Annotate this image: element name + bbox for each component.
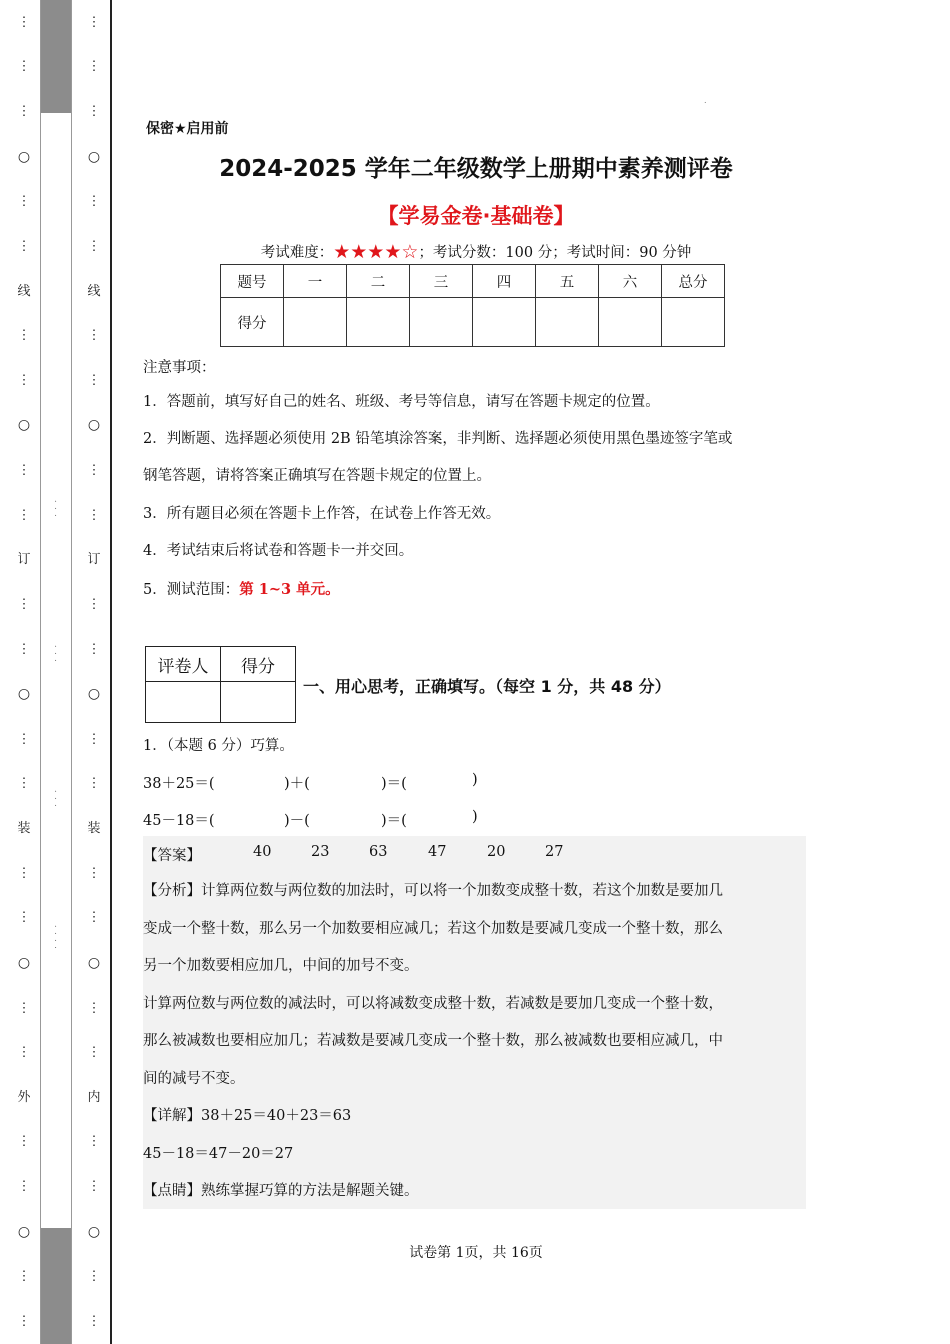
note-item: 钢笔答题，请将答案正确填写在答题卡规定的位置上。 bbox=[143, 468, 491, 484]
analysis-line: 【分析】计算两位数与两位数的加法时，可以将一个加数变成整十数，若这个加数是要加几 bbox=[143, 883, 723, 899]
exam-info bbox=[146, 241, 806, 263]
note-item: 2．判断题、选择题必须使用 2B 铅笔填涂答案，非判断、选择题必须使用黑色墨迹签字笔或 bbox=[143, 431, 733, 447]
score-header-cell: 四 bbox=[473, 265, 536, 298]
binding-word-zhuang-inner: 装 bbox=[87, 821, 101, 837]
strip-cap-top bbox=[41, 0, 71, 113]
binding-word-ding-outer: 订 bbox=[17, 552, 31, 568]
star-filled-icon: ★ bbox=[333, 241, 351, 263]
note-item: 1．答题前，填写好自己的姓名、班级、考号等信息，请写在答题卡规定的位置。 bbox=[143, 394, 660, 410]
section-1-title: 一、用心思考，正确填写。（每空 1 分，共 48 分） bbox=[303, 677, 671, 696]
inner-binding-column: ⋮ ⋮ ⋮ ○ ⋮ ⋮ 线 ⋮ ⋮ ○ ⋮ ⋮ 订 ⋮ ⋮ ○ ⋮ ⋮ 装 ⋮ ⋮ ○ ⋮ ⋮ 内 ⋮ ⋮ ○ ⋮ ⋮ bbox=[87, 14, 101, 1329]
range-prefix: 5．测试范围： bbox=[143, 582, 240, 598]
score-cell[interactable] bbox=[410, 298, 473, 347]
binding-word-line-inner: 线 bbox=[87, 283, 101, 299]
eq1-lhs: 38＋25＝( bbox=[143, 776, 215, 792]
binding-circle: ○ bbox=[87, 148, 101, 165]
analysis-line: 计算两位数与两位数的减法时，可以将减数变成整十数，若减数是要加几变成一个整十数， bbox=[143, 996, 723, 1012]
grader-score-cell[interactable] bbox=[221, 682, 296, 723]
binding-circle: ○ bbox=[17, 417, 31, 434]
strip-mark: . . . bbox=[53, 790, 62, 808]
exam-subtitle: 【学易金卷·基础卷】 bbox=[377, 204, 575, 228]
student-info-strip bbox=[40, 0, 72, 1344]
answer-value: 47 bbox=[428, 844, 447, 860]
score-cell[interactable] bbox=[347, 298, 410, 347]
analysis-line: 那么被减数也要相应加几；若减数是要减几变成一个整十数，那么被减数也要相应减几，中 bbox=[143, 1033, 723, 1049]
score-header-cell: 六 bbox=[599, 265, 662, 298]
binding-circle: ○ bbox=[87, 686, 101, 703]
score-header-cell: 三 bbox=[410, 265, 473, 298]
stray-dot: . bbox=[704, 96, 707, 105]
detail-line: 45－18＝47－20＝27 bbox=[143, 1146, 294, 1162]
eq1-mid1: )＋( bbox=[284, 776, 310, 792]
answer-value: 40 bbox=[253, 844, 272, 860]
range-value: 第 1~3 单元。 bbox=[239, 581, 340, 598]
binding-circle: ○ bbox=[87, 1223, 101, 1240]
score-row-label: 得分 bbox=[221, 298, 284, 347]
eq1-end: ) bbox=[472, 772, 478, 788]
note-item-range bbox=[143, 571, 811, 609]
note-item: 3．所有题目必须在答题卡上作答，在试卷上作答无效。 bbox=[143, 506, 501, 522]
strip-mark: . . . bbox=[53, 500, 62, 518]
binding-word-zhuang-outer: 装 bbox=[17, 821, 31, 837]
score-cell[interactable] bbox=[284, 298, 347, 347]
binding-word-line-outer: 线 bbox=[17, 283, 31, 299]
binding-word-nei-inner: 内 bbox=[87, 1089, 101, 1105]
score-table-score-row bbox=[221, 298, 725, 347]
binding-circle: ○ bbox=[17, 954, 31, 971]
score-cell[interactable] bbox=[662, 298, 725, 347]
answer-value: 27 bbox=[545, 844, 564, 860]
binding-word-wai-outer: 外 bbox=[17, 1089, 31, 1105]
binding-circle: ○ bbox=[87, 954, 101, 971]
difficulty-label: 考试难度： bbox=[260, 245, 334, 261]
tip-line: 【点睛】熟练掌握巧算的方法是解题关键。 bbox=[143, 1183, 419, 1199]
binding-circle: ○ bbox=[17, 148, 31, 165]
score-table-header-row bbox=[221, 265, 725, 298]
star-filled-icon: ★ bbox=[384, 241, 402, 263]
grader-cell[interactable] bbox=[146, 682, 221, 723]
score-header-cell: 总分 bbox=[662, 265, 725, 298]
analysis-line: 变成一个整十数，那么另一个加数要相应减几；若这个加数是要减几变成一个整十数，那么 bbox=[143, 921, 723, 937]
secrecy-label: 保密★启用前 bbox=[146, 121, 229, 137]
notes-title: 注意事项： bbox=[143, 360, 216, 376]
binding-word-ding-inner: 订 bbox=[87, 552, 101, 568]
exam-title: 2024-2025 学年二年级数学上册期中素养测评卷 bbox=[219, 156, 733, 182]
exam-score-time: ；考试分数：100 分；考试时间：90 分钟 bbox=[418, 245, 692, 261]
star-empty-icon: ☆ bbox=[401, 241, 419, 263]
eq1-mid2: )＝( bbox=[381, 776, 407, 792]
answer-label: 【答案】 bbox=[143, 848, 201, 864]
margin-rule bbox=[110, 0, 112, 1344]
score-table bbox=[220, 264, 725, 347]
eq2-lhs: 45－18＝( bbox=[143, 813, 215, 829]
score-header-cell: 题号 bbox=[221, 265, 284, 298]
binding-circle: ○ bbox=[17, 1223, 31, 1240]
note-item: 4．考试结束后将试卷和答题卡一并交回。 bbox=[143, 543, 414, 559]
score-header-cell: 五 bbox=[536, 265, 599, 298]
analysis-line: 间的减号不变。 bbox=[143, 1071, 245, 1087]
score-header-cell: 二 bbox=[347, 265, 410, 298]
score-cell[interactable] bbox=[536, 298, 599, 347]
star-filled-icon: ★ bbox=[350, 241, 368, 263]
strip-mark: . . . . bbox=[53, 925, 62, 950]
detail-line: 【详解】38＋25＝40＋23＝63 bbox=[143, 1108, 352, 1124]
score-cell[interactable] bbox=[599, 298, 662, 347]
answer-value: 20 bbox=[487, 844, 506, 860]
grader-label: 评卷人 bbox=[146, 647, 221, 682]
difficulty-rating bbox=[333, 241, 419, 263]
page-footer: 试卷第 1页，共 16页 bbox=[409, 1245, 543, 1261]
star-filled-icon: ★ bbox=[367, 241, 385, 263]
binding-circle: ○ bbox=[87, 417, 101, 434]
question-1-stem: 1．（本题 6 分）巧算。 bbox=[143, 738, 294, 754]
eq2-mid2: )＝( bbox=[381, 813, 407, 829]
strip-cap-bottom bbox=[41, 1228, 71, 1344]
eq2-mid1: )－( bbox=[284, 813, 310, 829]
eq2-end: ) bbox=[472, 809, 478, 825]
score-header-cell: 一 bbox=[284, 265, 347, 298]
analysis-line: 另一个加数要相应加几，中间的加号不变。 bbox=[143, 958, 419, 974]
outer-binding-column: ⋮ ⋮ ⋮ ○ ⋮ ⋮ 线 ⋮ ⋮ ○ ⋮ ⋮ 订 ⋮ ⋮ ○ ⋮ ⋮ 装 ⋮ ⋮ ○ ⋮ ⋮ 外 ⋮ ⋮ ○ ⋮ ⋮ bbox=[17, 14, 31, 1329]
answer-value: 63 bbox=[369, 844, 388, 860]
grader-score-label: 得分 bbox=[221, 647, 296, 682]
binding-circle: ○ bbox=[17, 686, 31, 703]
answer-value: 23 bbox=[311, 844, 330, 860]
strip-mark: . . . bbox=[53, 645, 62, 663]
score-cell[interactable] bbox=[473, 298, 536, 347]
grader-table bbox=[145, 646, 296, 723]
